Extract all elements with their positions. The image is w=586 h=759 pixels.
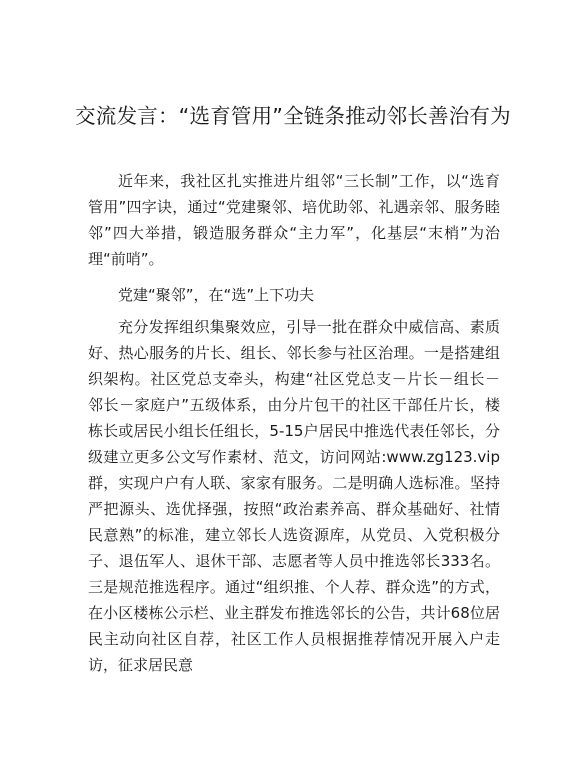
body-paragraph: 充分发挥组织集聚效应，引导一批在群众中威信高、素质好、热心服务的片长、组长、邻长参与社区治理。一是搭建组织架构。社区党总支牵头，构建“社区党总支－片长－组长－邻长－家庭户”五级体系，由分片包干的社区干部任片长，楼栋长或居民小组长任组长，5-15户居民中推选代表任邻长，分级建立更多公文写作素材、范文，访问网站:www.zg123.vip群，实现户户有人联、家家有服务。二是明确人选标准。坚持严把源头、选优择强，按照“政治素养高、群众基础好、社情民意熟”的标准，建立邻长人选资源库，从党员、入党积极分子、退伍军人、退休干部、志愿者等人员中推选邻长333名。三是规范推选程序。通过“组织推、个人荐、群众选”的方式，在小区楼栋公示栏、业主群发布推选邻长的公告，共计68位居民主动向社区自荐，社区工作人员根据推荐情况开展入户走访，征求居民意 [88,318,500,674]
intro-paragraph: 近年来，我社区扎实推进片组邻“三长制”工作，以“选育管用”四字诀，通过“党建聚邻、培优助邻、礼遇亲邻、服务睦邻”四大举措，锻造服务群众“主力军”，化基层“末梢”为治理“前哨”。 [88,172,500,268]
document-title: 交流发言：“选育管用”全链条推动邻长善治有为 [75,104,511,128]
section-heading: 党建“聚邻”，在“选”上下功夫 [118,286,315,304]
